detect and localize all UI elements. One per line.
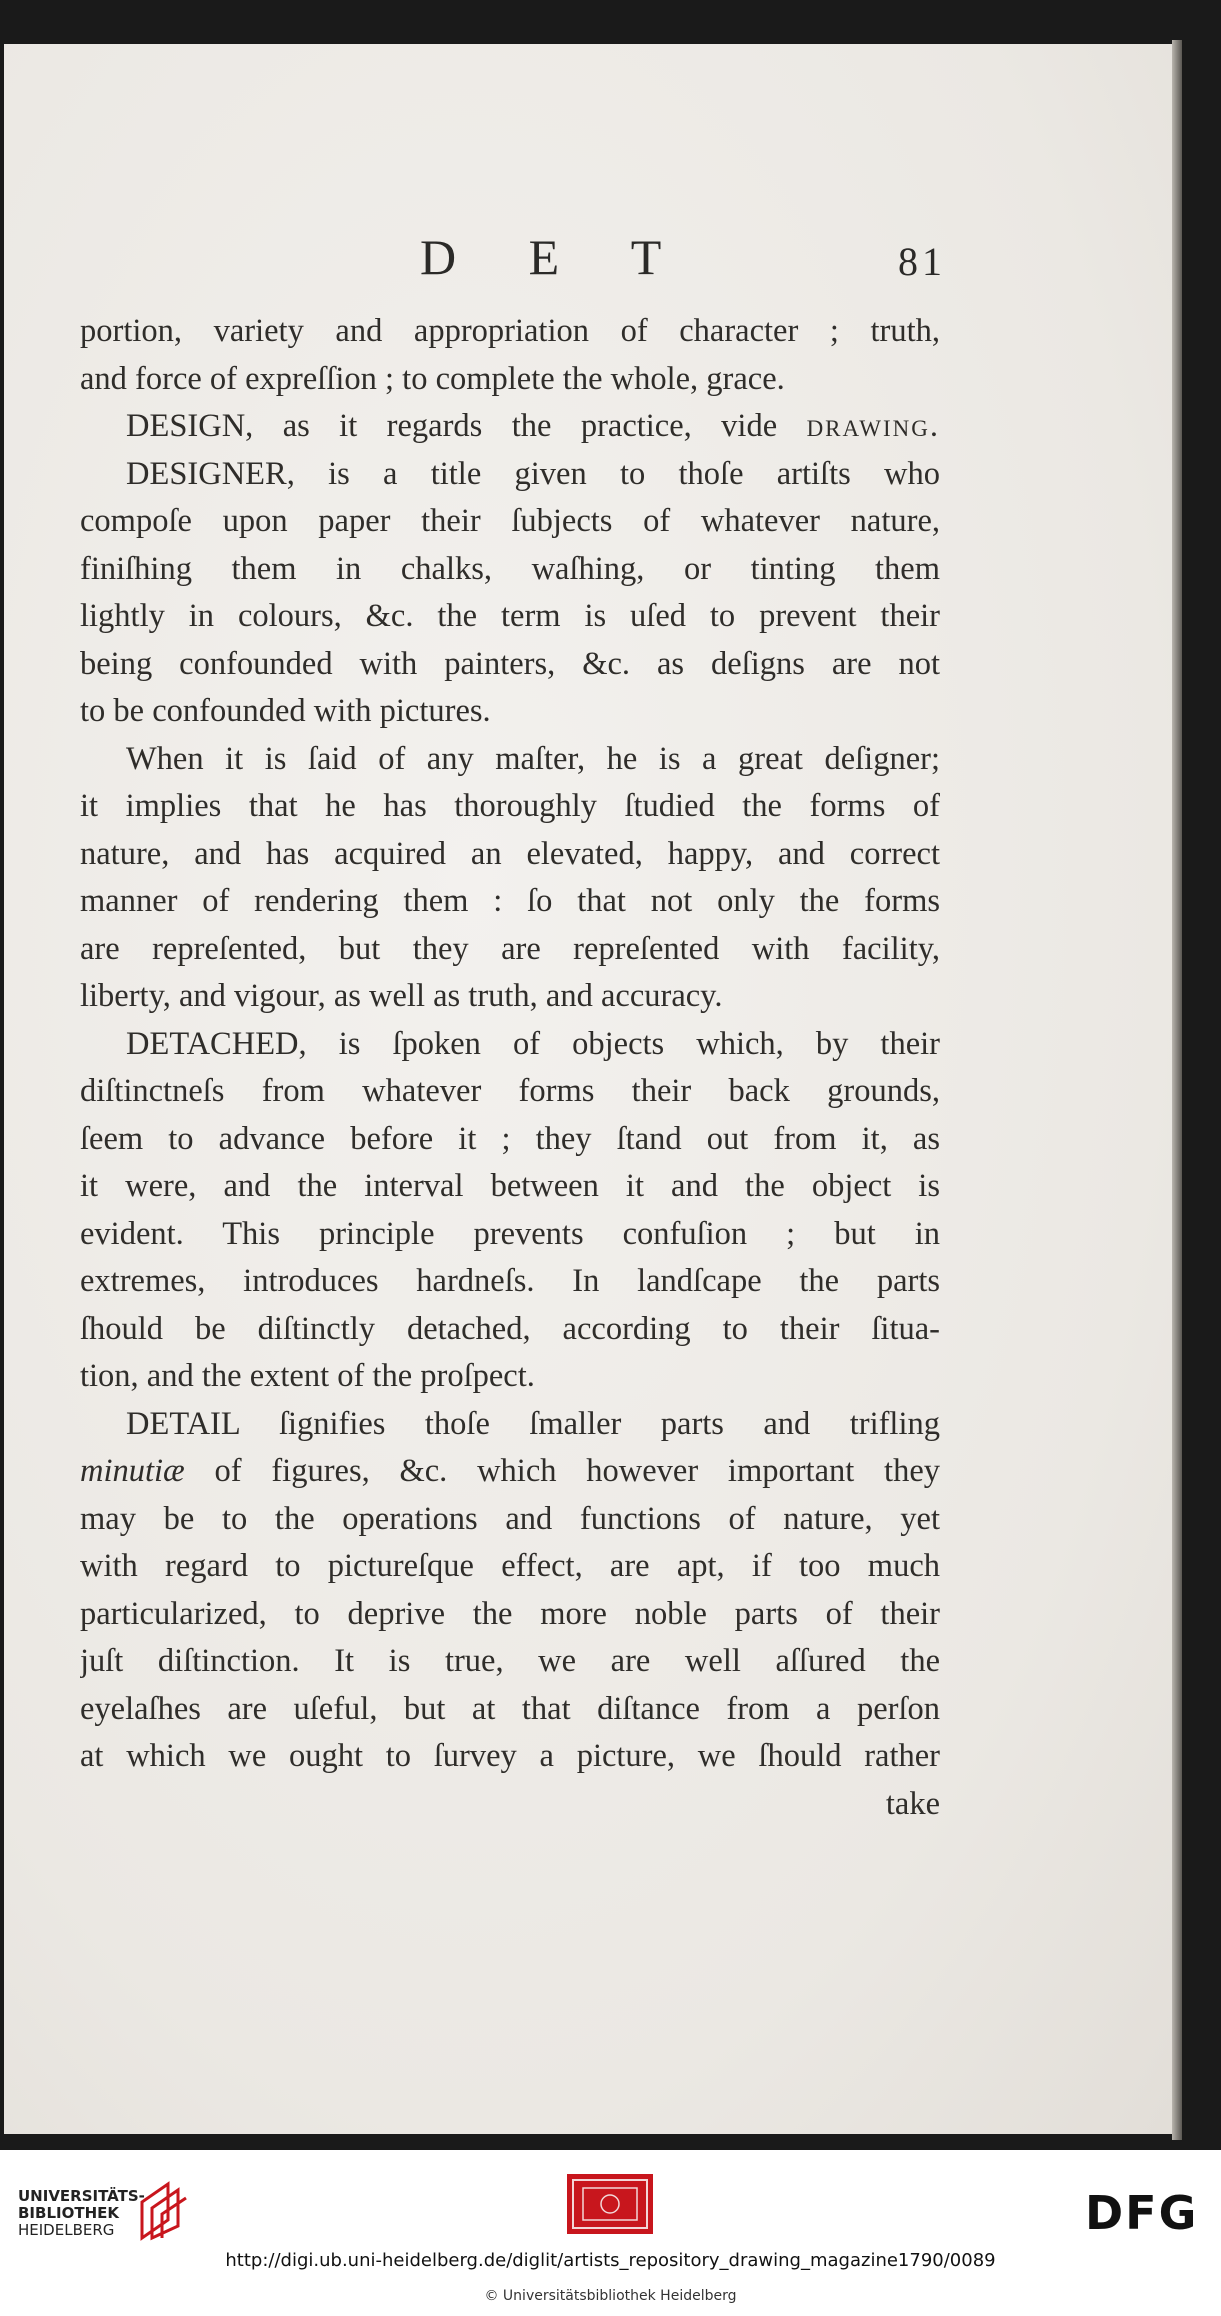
paragraph-first-line: When it is ſaid of any maſter, he is a great deſigner; [126, 740, 940, 777]
headword: DETACHED, [126, 1025, 307, 1062]
text-line: compoſe upon paper their ſubjects of whatever nature, [80, 503, 940, 539]
footer [0, 2150, 1221, 2316]
text-line: may be to the operations and functions of nature, yet [80, 1500, 940, 1537]
permalink-url[interactable]: http://digi.ub.uni-heidelberg.de/diglit/artists_repository_drawing_magazine1790/0089 [225, 2250, 996, 2271]
library-mark-icon [138, 2180, 190, 2242]
text-fragment: is ſpoken of objects which, by their [306, 1025, 940, 1062]
library-city: HEIDELBERG [18, 2221, 115, 2239]
running-head-word: D E T [420, 229, 692, 285]
text-line: extremes, introduces hardneſs. In landſcape the parts [80, 1263, 940, 1299]
text-line: it implies that he has thoroughly ſtudied the forms of [80, 788, 940, 824]
text-fragment: is a title given to thoſe artiſts who [294, 455, 940, 492]
headword: DETAIL [126, 1405, 240, 1442]
text-line: nature, and has acquired an elevated, happy, and correct [80, 835, 940, 872]
text-line: to be confounded with pictures. [80, 693, 491, 729]
text-line: ſhould be diſtinctly detached, according to their ſitua- [80, 1310, 940, 1347]
text-line: finiſhing them in chalks, waſhing, or tinting them [80, 550, 940, 587]
entry-detached [80, 1021, 940, 1069]
page-number: 81 [898, 239, 946, 284]
dfg-logo: DFG [1085, 2186, 1199, 2240]
text-line: being confounded with painters, &c. as deſigns are not [80, 645, 940, 682]
entry-design [80, 403, 940, 451]
text-line: and force of expreſſion ; to complete the whole, grace. [80, 360, 785, 397]
text-fragment: of figures, &c. which however important they [184, 1453, 940, 1489]
entry-detail [80, 1401, 940, 1449]
text-line: at which we ought to ſurvey a picture, we ſhould rather [80, 1738, 940, 1774]
running-head [80, 228, 946, 288]
text-line: particularized, to deprive the more noble parts of their [80, 1595, 940, 1632]
text-line: manner of rendering them : ſo that not only the forms [80, 883, 940, 919]
cross-reference: drawing. [806, 408, 940, 444]
page-edge-shadow [1172, 40, 1182, 2140]
library-name-line: BIBLIOTHEK [18, 2204, 119, 2222]
text-line: are repreſented, but they are repreſented with facility, [80, 930, 940, 967]
text-line: juſt diſtinction. It is true, we are well aſſured the [80, 1643, 940, 1679]
body-text [80, 308, 940, 1828]
text-fragment: ſignifies thoſe ſmaller parts and trifling [239, 1405, 940, 1442]
headword: DESIGNER, [126, 455, 295, 492]
italic-term: minutiæ [80, 1453, 185, 1489]
text-line: with regard to pictureſque effect, are apt, if too much [80, 1548, 940, 1584]
text-line: liberty, and vigour, as well as truth, and accuracy. [80, 978, 723, 1014]
catchword: take [885, 1785, 940, 1822]
text-line: it were, and the interval between it and the object is [80, 1168, 940, 1204]
copyright-notice: © Universitätsbibliothek Heidelberg [484, 2288, 737, 2304]
text-line: eyelaſhes are uſeful, but at that diſtance from a perſon [80, 1690, 940, 1727]
episteme-logo-graphic [567, 2174, 653, 2234]
text-line: portion, variety and appropriation of character ; truth, [80, 313, 940, 349]
text-fragment: as it regards the practice, vide [253, 408, 807, 444]
text-line: lightly in colours, &c. the term is uſed to prevent their [80, 598, 940, 634]
library-logo [18, 2180, 188, 2250]
library-name-line: UNIVERSITÄTS- [18, 2187, 145, 2205]
episteme-logo-icon [567, 2174, 653, 2234]
text-line [80, 1448, 940, 1496]
entry-designer [80, 451, 940, 499]
text-line: ſeem to advance before it ; they ſtand out from it, as [80, 1120, 940, 1157]
text-line: tion, and the extent of the proſpect. [80, 1358, 535, 1394]
library-name [18, 2188, 145, 2239]
text-line: diſtinctneſs from whatever forms their back grounds, [80, 1073, 940, 1109]
headword: DESIGN, [126, 408, 254, 444]
text-line: evident. This principle prevents confuſion ; but in [80, 1215, 940, 1252]
